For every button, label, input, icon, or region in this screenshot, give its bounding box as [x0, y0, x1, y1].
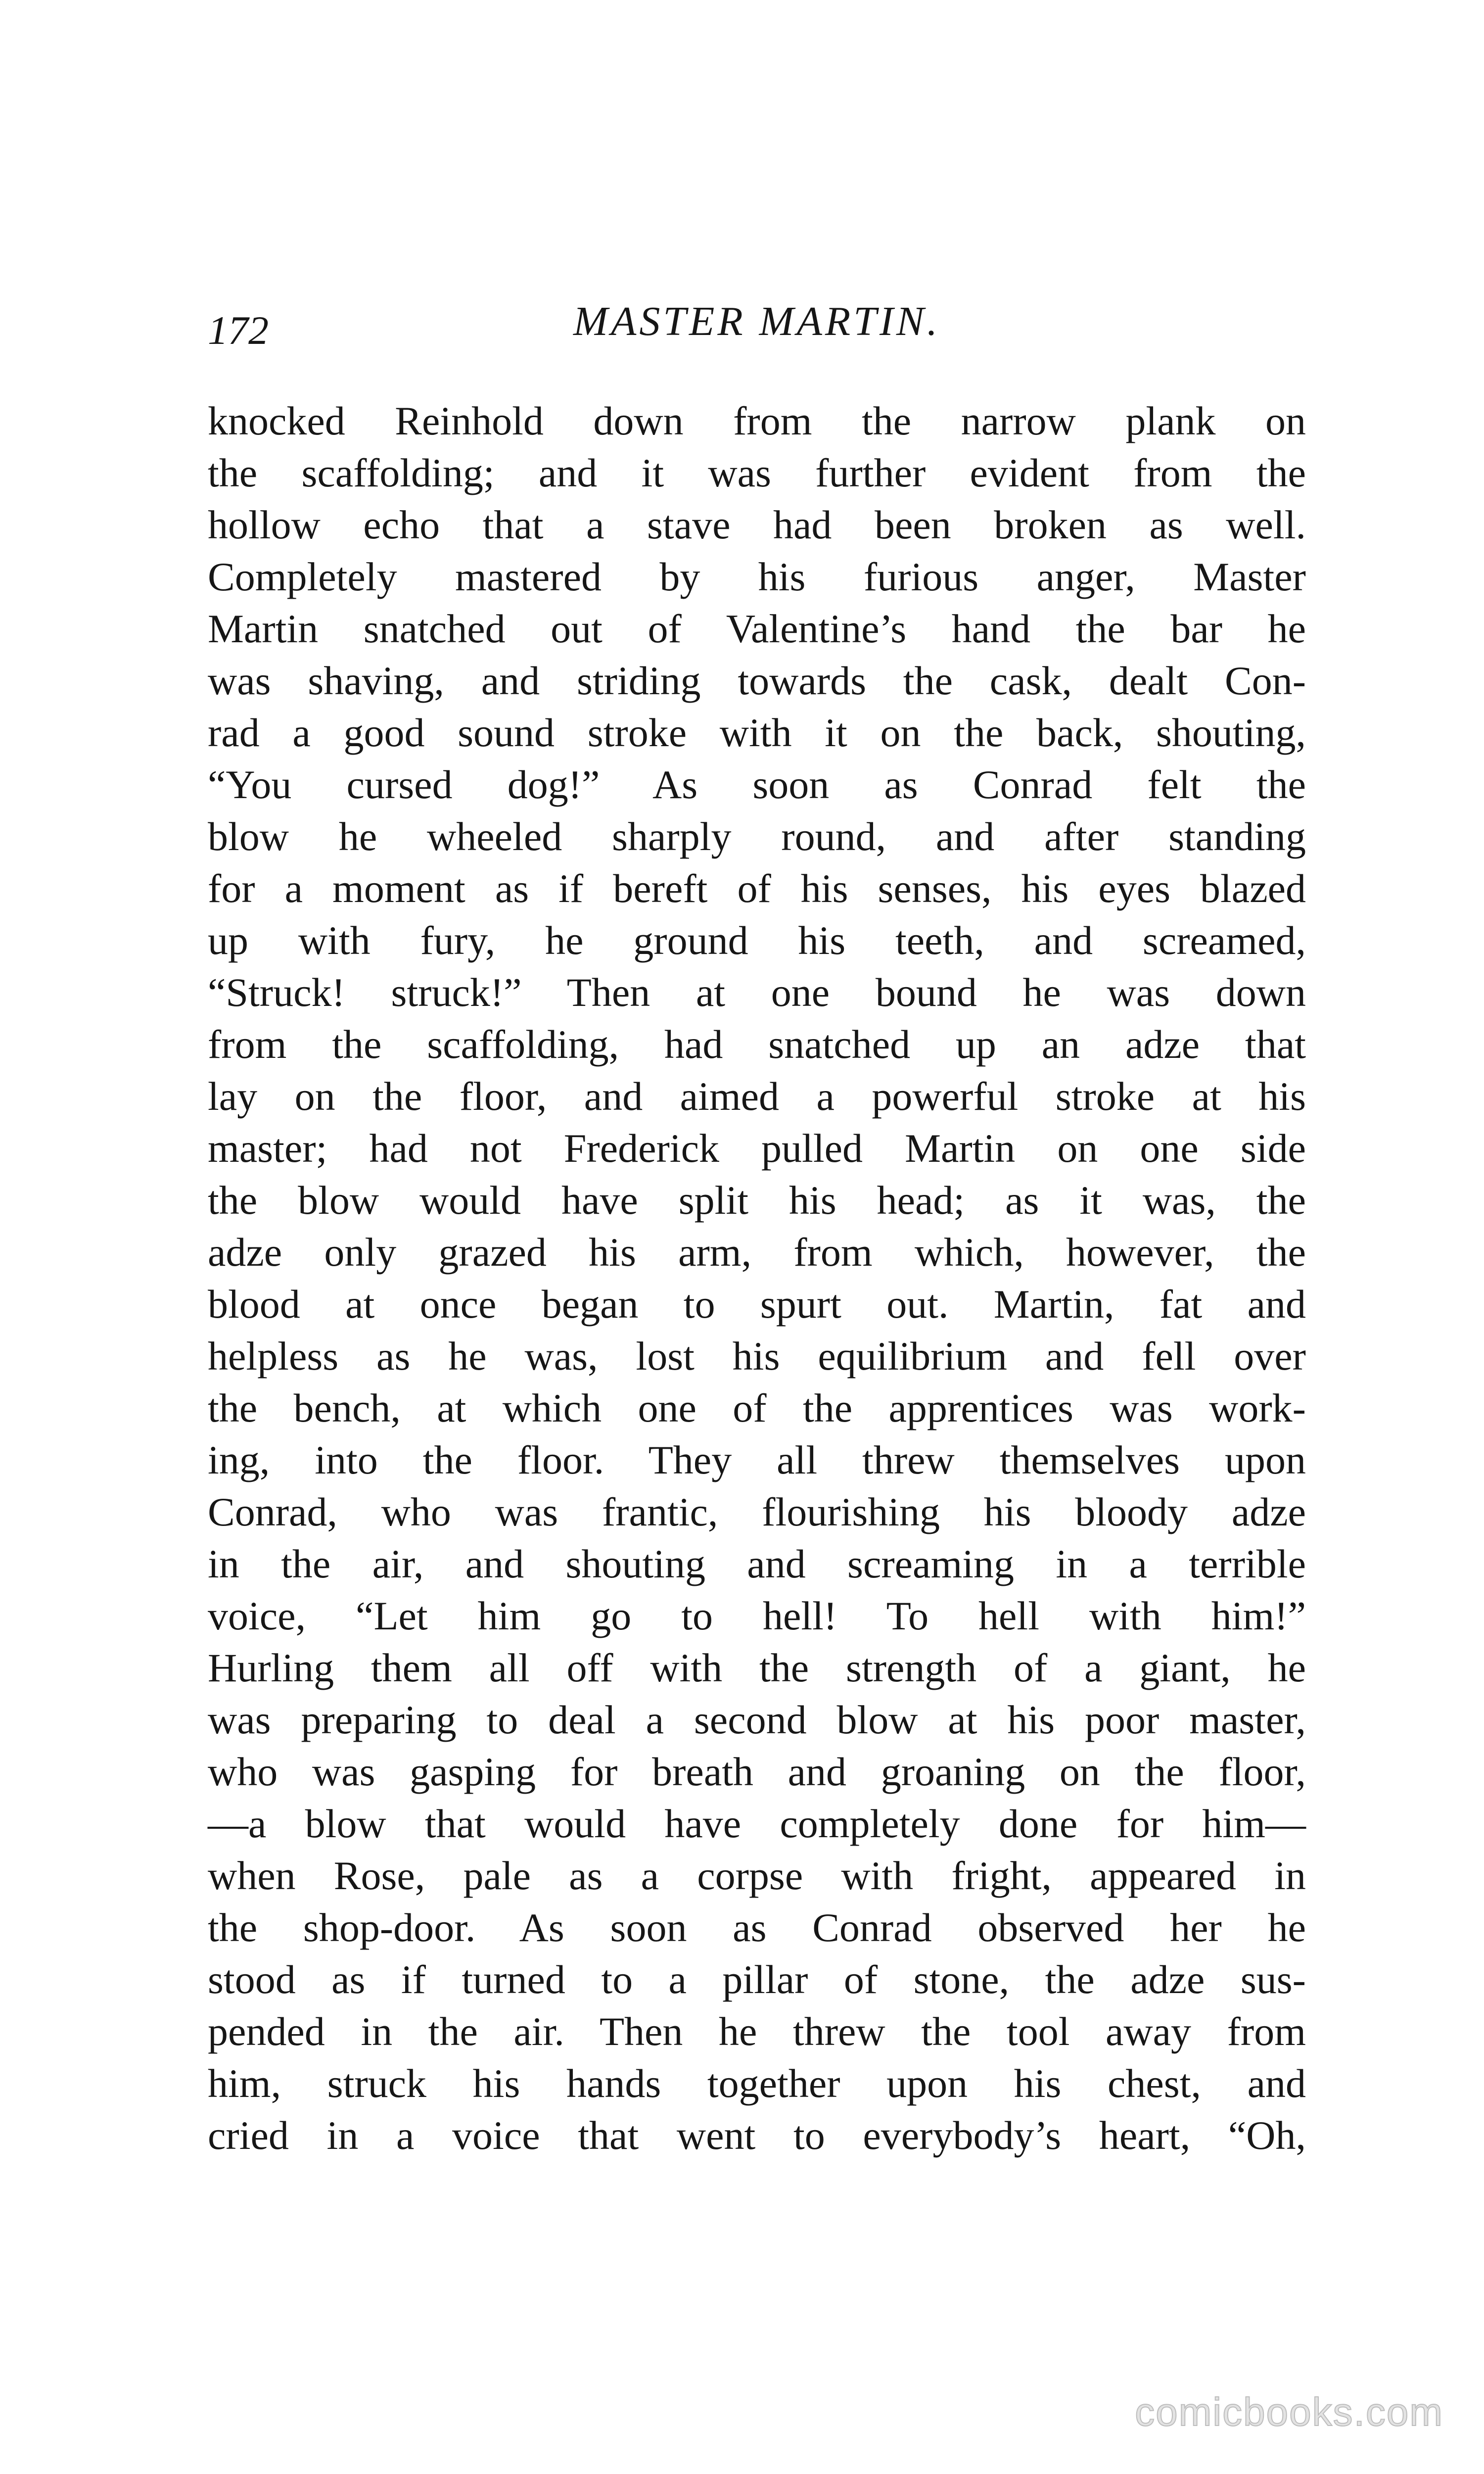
text-line-26: was preparing to deal a second blow at his poor master,	[208, 1697, 1306, 1742]
text-line-21: ing, into the floor. They all threw themselves upon	[208, 1437, 1306, 1482]
text-line-33: him, struck his hands together upon his chest, and	[208, 2061, 1306, 2106]
text-line-20: the bench, at which one of the apprentices was work-	[208, 1385, 1306, 1430]
text-line-6: was shaving, and striding towards the cask, dealt Con-	[208, 658, 1306, 703]
running-head	[208, 297, 1306, 356]
text-line-16: the blow would have split his head; as it was, the	[208, 1178, 1306, 1223]
watermark: comicbooks.com	[1135, 2390, 1443, 2434]
text-line-24: voice, “Let him go to hell! To hell with him!”	[208, 1593, 1306, 1638]
text-line-3: hollow echo that a stave had been broken as well.	[208, 502, 1306, 547]
text-line-12: “Struck! struck!” Then at one bound he was down	[208, 970, 1306, 1015]
text-line-28: —a blow that would have completely done for him—	[208, 1801, 1306, 1846]
body-text	[208, 395, 1306, 2161]
text-line-32: pended in the air. Then he threw the tool away from	[208, 2009, 1306, 2054]
text-line-7: rad a good sound stroke with it on the back, shouting,	[208, 710, 1306, 755]
text-line-9: blow he wheeled sharply round, and after standing	[208, 814, 1306, 859]
text-line-19: helpless as he was, lost his equilibrium and fell over	[208, 1333, 1306, 1379]
running-title: MASTER MARTIN.	[573, 298, 940, 344]
text-line-34: cried in a voice that went to everybody’s heart, “Oh,	[208, 2113, 1306, 2158]
text-line-15: master; had not Frederick pulled Martin on one side	[208, 1126, 1306, 1171]
text-line-11: up with fury, he ground his teeth, and screamed,	[208, 918, 1306, 963]
text-line-4: Completely mastered by his furious anger, Master	[208, 554, 1306, 599]
text-line-1: knocked Reinhold down from the narrow plank on	[208, 398, 1306, 443]
text-line-2: the scaffolding; and it was further evident from the	[208, 450, 1306, 495]
text-line-25: Hurling them all off with the strength of a giant, he	[208, 1645, 1306, 1690]
text-line-18: blood at once began to spurt out. Martin, fat and	[208, 1282, 1306, 1327]
text-line-27: who was gasping for breath and groaning on the floor,	[208, 1749, 1306, 1794]
text-line-30: the shop-door. As soon as Conrad observed her he	[208, 1905, 1306, 1950]
text-line-8: “You cursed dog!” As soon as Conrad felt the	[208, 762, 1306, 807]
text-line-23: in the air, and shouting and screaming in a terrible	[208, 1541, 1306, 1586]
text-line-29: when Rose, pale as a corpse with fright, appeared in	[208, 1853, 1306, 1898]
text-line-14: lay on the floor, and aimed a powerful stroke at his	[208, 1074, 1306, 1119]
text-line-17: adze only grazed his arm, from which, however, the	[208, 1230, 1306, 1275]
text-line-31: stood as if turned to a pillar of stone, the adze sus-	[208, 1957, 1306, 2002]
page-number: 172	[208, 308, 269, 353]
text-line-5: Martin snatched out of Valentine’s hand the bar he	[208, 606, 1306, 651]
text-line-13: from the scaffolding, had snatched up an adze that	[208, 1022, 1306, 1067]
text-line-22: Conrad, who was frantic, flourishing his bloody adze	[208, 1489, 1306, 1534]
text-line-10: for a moment as if bereft of his senses, his eyes blazed	[208, 866, 1306, 911]
